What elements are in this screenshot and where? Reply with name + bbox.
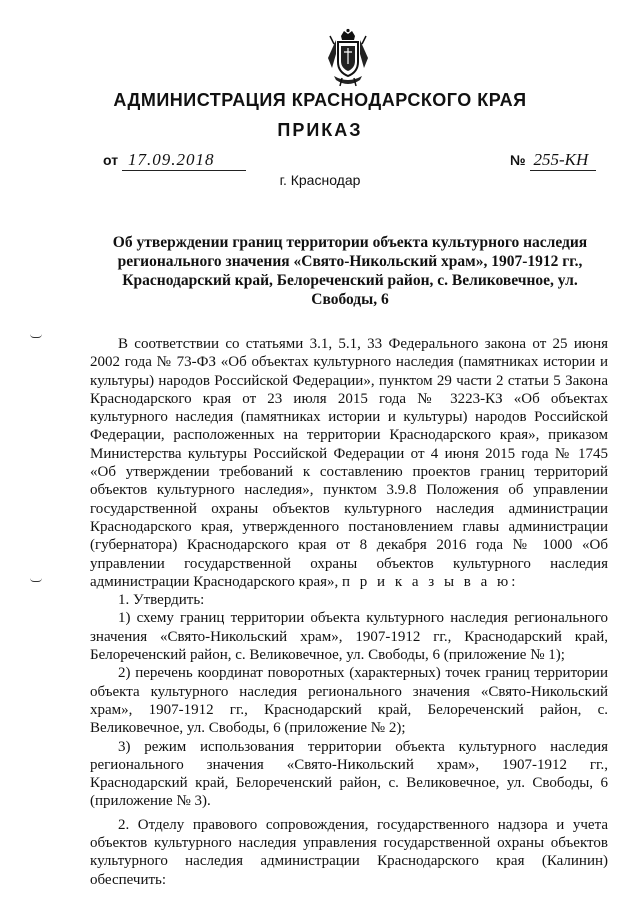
number-prefix: № xyxy=(510,152,526,168)
krasnodar-coat-of-arms-icon xyxy=(324,28,372,88)
number-value: 255-КН xyxy=(530,150,596,171)
item-1: 1. Утвердить: xyxy=(118,592,205,609)
preamble-text: В соответствии со статьями 3.1, 5.1, 33 Федерального закона от 25 июня 2002 года № 73-ФЗ «Об объектах культурного наследия (памятниках истории и культуры) народов Российской Федерации», пунктом 29 части 2 статьи 5 Закона Краснодарского края от 23 июля 2015 года № 3223-КЗ «Об объектах культурного наследия (памятниках истории и культуры) народов Российской Федерации, расположенных на территории Краснодарского края», приказом Министерства культуры Российской Федерации от 4 июня 2015 года № 1745 «Об утверждении требований к составлению проектов границ территорий объектов культурного наследия», пунктом 3.9.8 Положения об управлении государственной охраны объектов культурного наследия администрации Краснодарского края, утвержденного постановлением главы администрации (губернатора) Краснодарского края от 8 декабря 2016 года № 1000 «Об управлении государственной охраны объектов культурного наследия администрации Краснодарского края», xyxy=(90,336,608,590)
number-field xyxy=(510,150,596,171)
organization-title: АДМИНИСТРАЦИЯ КРАСНОДАРСКОГО КРАЯ xyxy=(113,90,527,110)
city-label: г. Краснодар xyxy=(279,172,361,188)
order-subject: Об утверждении границ территории объекта культурного наследия регионального значения «Свято-Никольский храм», 1907-1912 гг., Краснодарский край, Белореченский район, с. Великовечное, ул. Свободы, 6 xyxy=(112,234,588,308)
document-type: ПРИКАЗ xyxy=(277,120,363,140)
order-body xyxy=(90,335,608,889)
date-prefix: от xyxy=(103,152,119,168)
item-1-3: 3) режим использования территории объекта культурного наследия регионального значения «Свято-Никольский храм», 1907-1912 гг., Краснодарский край, Белореченский район, с. Великовечное, ул. Свободы, 6 (приложение № 3). xyxy=(90,738,608,810)
margin-mark xyxy=(30,578,42,582)
item-2: 2. Отделу правового сопровождения, государственного надзора и учета объектов культурного наследия управления государственной охраны объектов культурного наследия администрации Краснодарского края (Калинин) обеспечить: xyxy=(90,816,608,888)
item-1-1: 1) схему границ территории объекта культурного наследия регионального значения «Свято-Никольский храм», 1907-1912 гг., Краснодарский край, Белореченский район, с. Великовечное, ул. Свободы, 6 (приложение № 1); xyxy=(90,610,608,664)
order-word: п р и к а з ы в а ю: xyxy=(342,573,519,590)
date-field xyxy=(103,150,246,171)
date-value: 17.09.2018 xyxy=(122,150,246,171)
item-1-2: 2) перечень координат поворотных (характерных) точек границ территории объекта культурного наследия регионального значения «Свято-Никольский храм», 1907-1912 гг., Краснодарский край, Белореченский район, с. Великовечное, ул. Свободы, 6 (приложение № 2); xyxy=(90,665,608,737)
margin-mark xyxy=(30,334,42,338)
preamble-paragraph xyxy=(90,335,608,591)
